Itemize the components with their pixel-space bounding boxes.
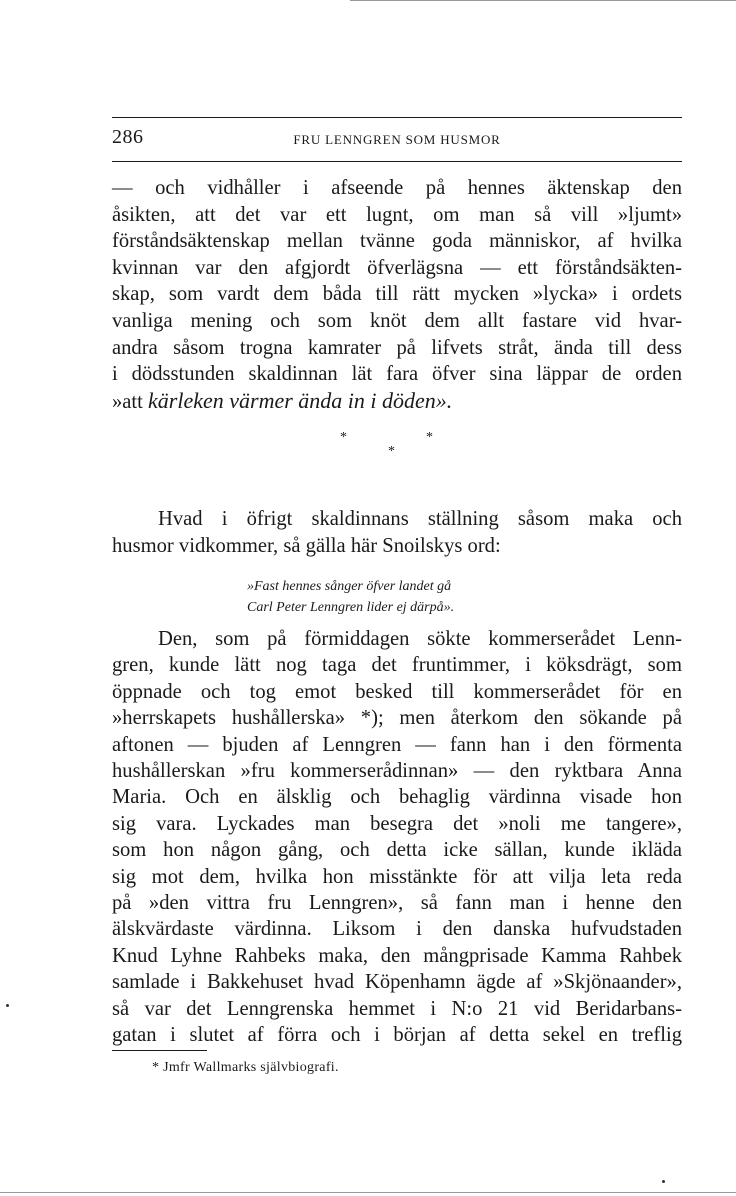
text-line: »herrskapets hushållerska» *); men återkom den sökande på xyxy=(112,707,682,730)
verse-line: Carl Peter Lenngren lider ej därpå». xyxy=(247,600,455,615)
text-line: i dödsstunden skaldinnan lät fara öfver sina läppar de orden xyxy=(112,363,682,386)
text-line: som hon någon gång, och detta icke sällan, kunde ikläda xyxy=(112,839,682,862)
scan-speck xyxy=(662,1180,665,1183)
text-line: husmor vidkommer, så gälla här Snoilskys ord: xyxy=(112,535,501,557)
paragraph-2 xyxy=(112,506,682,560)
text-line: Den, som på förmiddagen sökte kommerserådet Lenn- xyxy=(158,628,682,650)
text-line: Knud Lyhne Rahbeks maka, den mångprisade Kamma Rahbek xyxy=(112,944,682,967)
text-line: kvinnan var den afgjordt öfverlägsna — ett förståndsäkten- xyxy=(112,256,682,279)
scan-edge-bottom xyxy=(0,1192,736,1193)
text-line: skap, som vardt dem båda till rätt mycken »lycka» i ordets xyxy=(112,283,682,306)
text-line: vanliga mening och som knöt dem allt fastare vid hvar- xyxy=(112,309,682,332)
verse-line: »Fast hennes sånger öfver landet gå xyxy=(247,579,452,594)
top-rule xyxy=(112,117,682,118)
page-number: 286 xyxy=(112,126,144,148)
paragraph-3 xyxy=(112,626,682,1049)
text-line: öppnade och tog emot besked till kommerserådet för en xyxy=(112,680,682,703)
header-rule xyxy=(112,161,682,162)
asterism-star: * xyxy=(340,430,347,445)
text-line: aftonen — bjuden af Lenngren — fann han i den förmenta xyxy=(112,733,682,756)
text-line: på »den vittra fru Lenngren», så fann man i henne den xyxy=(112,892,682,915)
text-line-last xyxy=(112,388,682,416)
text-line: Hvad i öfrigt skaldinnans ställning såsom maka och xyxy=(158,508,682,530)
footnote: * Jmfr Wallmarks självbiografi. xyxy=(152,1060,339,1075)
scan-speck xyxy=(6,1004,9,1007)
quote-prefix: »att xyxy=(112,390,149,413)
verse-quote xyxy=(112,576,682,618)
asterism xyxy=(340,430,433,460)
text-line: hushållerskan »fru kommerserådinnan» — den ryktbara Anna xyxy=(112,760,682,783)
text-line: så var det Lenngrenska hemmet i N:o 21 vid Beridarbans- xyxy=(112,997,682,1020)
scan-edge-top xyxy=(350,0,736,1)
text-line: — och vidhåller i afseende på hennes äktenskap den xyxy=(112,177,682,199)
paragraph-1 xyxy=(112,175,682,415)
text-line: samlade i Bakkehuset hvad Köpenhamn ägde af »Skjönaander», xyxy=(112,971,682,994)
text-line: gren, kunde lätt nog taga det fruntimmer, i köksdrägt, som xyxy=(112,654,682,677)
text-line: förståndsäktenskap mellan tvänne goda människor, af hvilka xyxy=(112,230,682,253)
asterism-star: * xyxy=(426,430,433,445)
text-line: sig mot dem, hvilka hon misstänkte för att vilja leta reda xyxy=(112,865,682,888)
page-header xyxy=(112,124,682,154)
text-line: älskvärdaste värdinna. Liksom i den danska hufvudstaden xyxy=(112,918,682,941)
text-line: sig vara. Lyckades man besegra det »noli me tangere», xyxy=(112,812,682,835)
text-line: gatan i slutet af förra och i början af detta sekel en treflig xyxy=(112,1024,682,1047)
text-line: åsikten, att det var ett lugnt, om man så vill »ljumt» xyxy=(112,203,682,226)
text-line: andra såsom trogna kamrater på lifvets stråt, ända till dess xyxy=(112,336,682,359)
running-title: FRU LENNGREN SOM HUSMOR xyxy=(293,132,501,147)
italic-quote: kärleken värmer ända in i döden». xyxy=(148,387,453,413)
asterism-star: * xyxy=(388,444,395,459)
text-line: Maria. Och en älsklig och behaglig värdinna visade hon xyxy=(112,786,682,809)
footnote-rule xyxy=(112,1050,207,1051)
